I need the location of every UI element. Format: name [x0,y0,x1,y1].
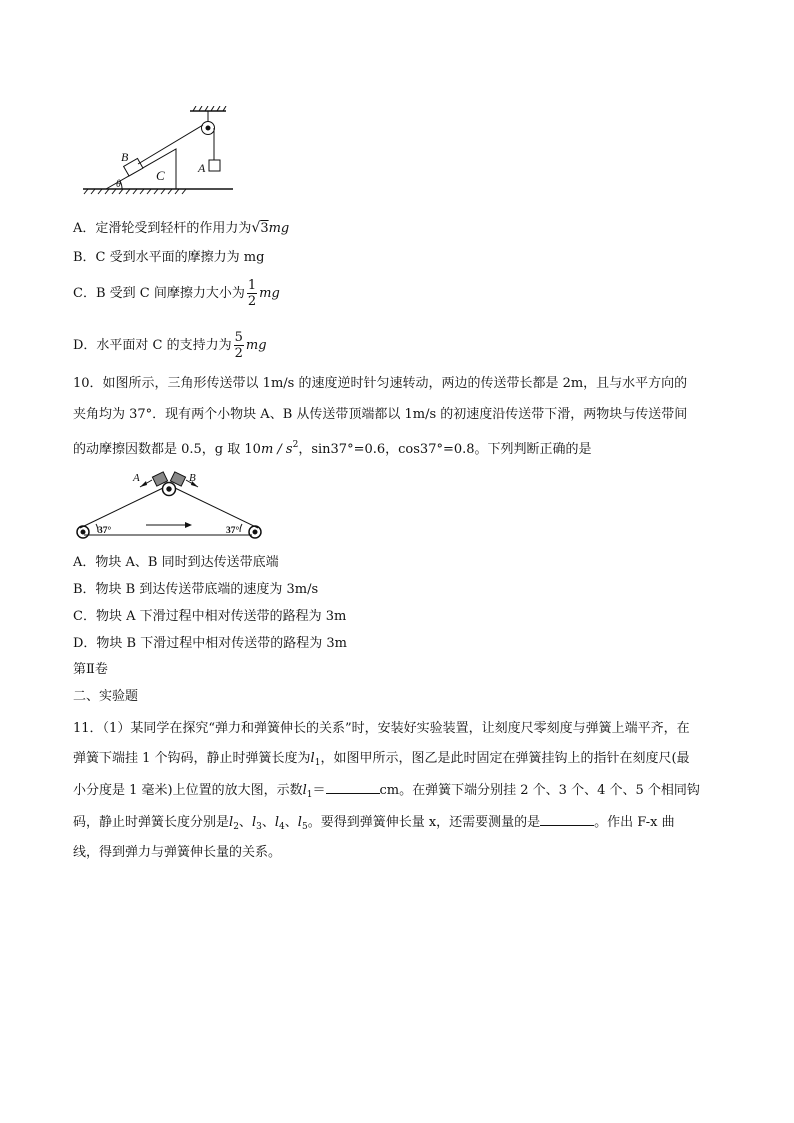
q9-option-b: B．C 受到水平面的摩擦力为 mg [73,250,265,265]
q10-option-b: B．物块 B 到达传送带底端的速度为 3m/s [73,582,319,597]
q11-line2: 弹簧下端挂 1 个钩码，静止时弹簧长度为$l_1$，如图甲所示，图乙是此时固定在弹簧挂钩上的指针在刻度尺(最 [73,751,690,768]
conveyor-label-a: A [133,472,140,484]
q11-line4: 码，静止时弹簧长度分别是$l_2$、$l_3$、$l_4$、$l_5$。要得到弹簧伸长量 x，还需要测量的是 。作出 F-x 曲 [73,812,675,837]
q11-line5: 线，得到弹力与弹簧伸长量的关系。 [73,845,282,860]
pulley-incline-figure [78,106,238,198]
label-a: A [198,161,206,175]
volume-title: 第Ⅱ卷 [73,662,108,677]
q10-option-d: D．物块 B 下滑过程中相对传送带的路程为 3m [73,636,347,651]
label-b: B [121,150,129,164]
q9-option-c: C．B 受到 C 间摩擦力大小为 $\frac{1}{2}$ mg [73,278,280,309]
conveyor-angle-left: 37° [98,526,112,536]
q11-line3: 小分度是 1 毫米)上位置的放大图，示数$l_1=$ cm。在弹簧下端分别挂 2 个、3 个、4 个、5 个相同钩 [73,780,700,805]
q10-stem-line1: 10．如图所示，三角形传送带以 1m/s 的速度逆时针匀速转动，两边的传送带长都是 2m，且与水平方向的 [73,376,688,391]
conveyor-label-b: B [189,472,196,484]
q11-line1: 11．（1）某同学在探究“弹力和弹簧伸长的关系”时，安装好实验装置，让刻度尺零刻度与弹簧上端平齐，在 [73,721,690,736]
answer-blank-2[interactable] [540,812,594,826]
section-heading: 二、实验题 [73,689,139,704]
q9-option-a: A．定滑轮受到轻杆的作用力为√3mg [73,220,290,236]
q10-stem-line2: 夹角均为 37°．现有两个小物块 A、B 从传送带顶端都以 1m/s 的初速度沿传送带下滑，两物块与传送带间 [73,407,688,422]
label-c: C [156,168,165,183]
conveyor-figure [70,466,270,548]
q10-option-c: C．物块 A 下滑过程中相对传送带的路程为 3m [73,609,347,624]
q9-option-d: D．水平面对 C 的支持力为 $\frac{5}{2}$ mg [73,330,267,361]
conveyor-angle-right: 37° [226,526,240,536]
q10-stem-line3: 的动摩擦因数都是 0.5，g 取 $10m / s^2$，sin37°=0.6，cos37°=0.8。下列判断正确的是 [73,440,592,457]
label-theta: θ [116,179,121,190]
q10-option-a: A．物块 A、B 同时到达传送带底端 [73,555,279,570]
answer-blank-1[interactable] [326,780,380,794]
